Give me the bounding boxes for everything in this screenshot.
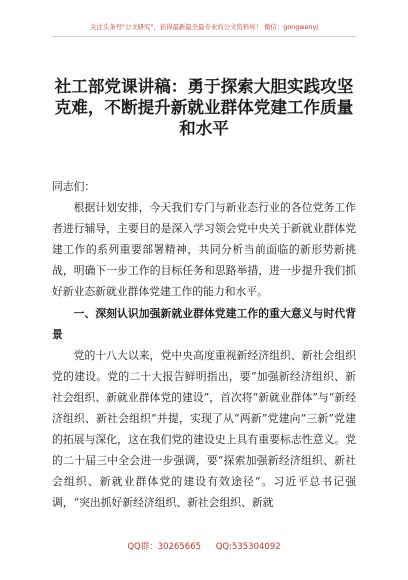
- intro-paragraph: 根据计划安排，今天我们专门与新业态行业的各位党务工作者进行辅导，主要目的是深入学习领会党中央关于新就业群体党建工作的系列重要部署精神，共同分析当前面临的新形势新挑战，明确下一步工作的目标任务和思路举措，进一步提升我们抓好新业态新就业群体党建工作的能力和水平。: [52, 201, 356, 299]
- document-body: [52, 176, 356, 514]
- footer-qq: QQ:535304092: [215, 542, 281, 552]
- footer-contact: [0, 540, 408, 552]
- header-divider: [52, 36, 356, 37]
- salutation: 同志们：: [52, 180, 96, 193]
- body-paragraph: 党的十八大以来，党中央高度重视新经济组织、新社会组织党的建设。党的二十大报告鲜明指出，要“加强新经济组织、新社会组织、新就业群体党的建设”，首次将“新就业群体”与“新经济组织、新社会组织”并提，实现了从“两新”党建向“三新”党建的拓展与深化，这在我们党的建设史上具有重要标志性意义。党的二十届三中全会进一步强调，要“探索加强新经济组织、新社会组织、新就业群体党的建设有效途径”。习近平总书记强调，“突出抓好新经济组织、新社会组织、新就: [52, 348, 356, 510]
- section-heading: 一、深刻认识加强新就业群体党建工作的重大意义与时代背景: [52, 306, 356, 341]
- header-note: 关注头条号"公文研究"，获得最新最全最专业的公文资料库！ 微信：gongwenyj: [89, 23, 319, 31]
- document-title: 社工部党课讲稿：勇于探索大胆实践攻坚克难，不断提升新就业群体党建工作质量和水平: [54, 76, 354, 138]
- footer-qq-group: QQ群：30265665: [127, 542, 202, 552]
